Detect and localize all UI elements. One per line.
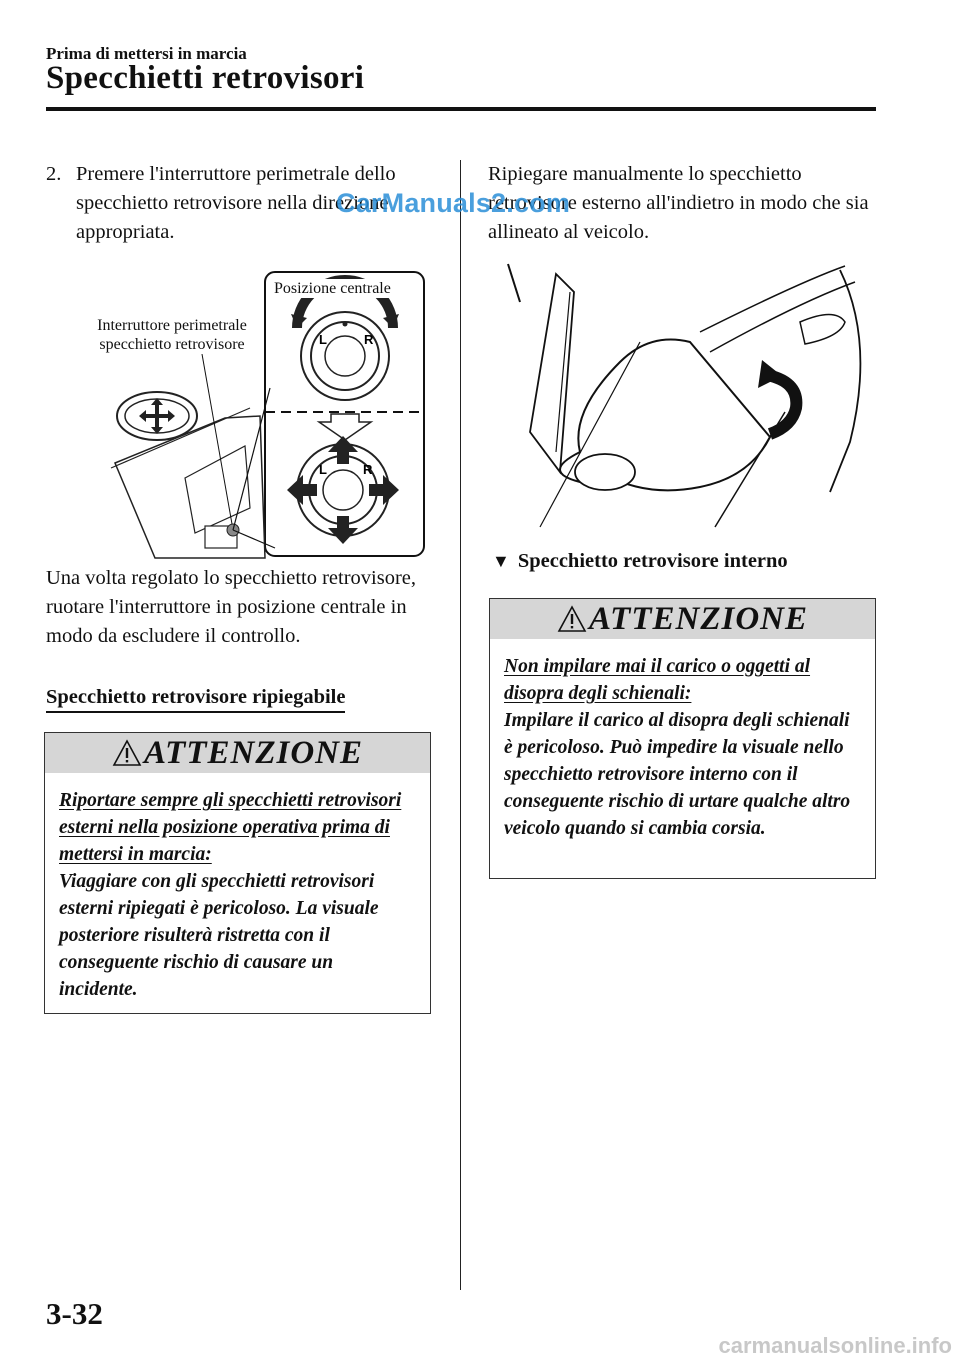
door-mirror-icon: [117, 392, 197, 440]
warning-box-interior: [489, 598, 876, 879]
step-number: 2.: [46, 163, 62, 185]
warning-header: [45, 733, 430, 773]
after-adjust-paragraph: Una volta regolato lo specchietto retrovisore, ruotare l'interruttore in posizione centrale in modo da escludere il controllo.: [46, 567, 417, 647]
warning-triangle-icon: [557, 605, 587, 633]
callout-center-position: Posizione centrale: [274, 280, 391, 297]
warning-body: [45, 773, 430, 1015]
foldable-mirror-heading: Specchietto retrovisore ripiegabile: [46, 686, 345, 713]
fold-instruction-paragraph: Ripiegare manualmente lo specchietto retrovisore esterno all'indietro in modo che sia allineato al veicolo.: [488, 163, 869, 243]
warning-body: [490, 639, 875, 854]
folding-mirror-illustration: [500, 262, 870, 532]
warning-text: Impilare il carico al disopra degli schienali è pericoloso. Può impedire la visuale nello specchietto retrovisore interno con il conseguente rischio di urtare qualche altro veicolo quando si cambia corsia.: [504, 710, 851, 839]
warning-header: [490, 599, 875, 639]
warning-triangle-icon: [112, 739, 142, 767]
warning-box-fold: [44, 732, 431, 1014]
knob-letter-r: R: [364, 332, 374, 347]
knob-letter-l: L: [319, 332, 327, 347]
column-divider: [460, 160, 461, 1290]
callout-mirror-switch: Interruttore perimetrale specchietto retrovisore: [82, 316, 262, 354]
section-label: Prima di mettersi in marcia: [46, 44, 247, 63]
warning-lead: Non impilare mai il carico o oggetti al disopra degli schienali:: [504, 656, 811, 704]
interior-mirror-heading-text: Specchietto retrovisore interno: [517, 550, 788, 572]
fold-arrow-icon: [758, 360, 796, 434]
interior-mirror-heading: [492, 550, 788, 573]
mirror-switch-illustration: [75, 268, 430, 560]
knob-letter-r-lower: R: [363, 462, 373, 477]
triangle-bullet-icon: ▼: [492, 551, 510, 571]
knob-letter-l-lower: L: [319, 462, 327, 477]
watermark-logo: CarManuals2.com: [336, 188, 571, 218]
warning-text: Viaggiare con gli specchietti retrovisori esterni ripiegati è pericoloso. La visuale posteriore risulterà ristretta con il conseguente rischio di causare un incidente.: [59, 871, 379, 1000]
step-text: Premere l'interruttore perimetrale dello specchietto retrovisore nella direzione appropriata.: [76, 163, 396, 243]
warning-lead: Riportare sempre gli specchietti retrovisori esterni nella posizione operativa prima di mettersi in marcia:: [59, 790, 402, 865]
warning-title: ATTENZIONE: [588, 600, 809, 637]
warning-title: ATTENZIONE: [143, 734, 364, 771]
title-rule: [46, 107, 876, 111]
page-number: 3-32: [46, 1296, 103, 1331]
page-title: Specchietti retrovisori: [46, 60, 365, 96]
footer-site-watermark: carmanualsonline.info: [718, 1333, 952, 1358]
